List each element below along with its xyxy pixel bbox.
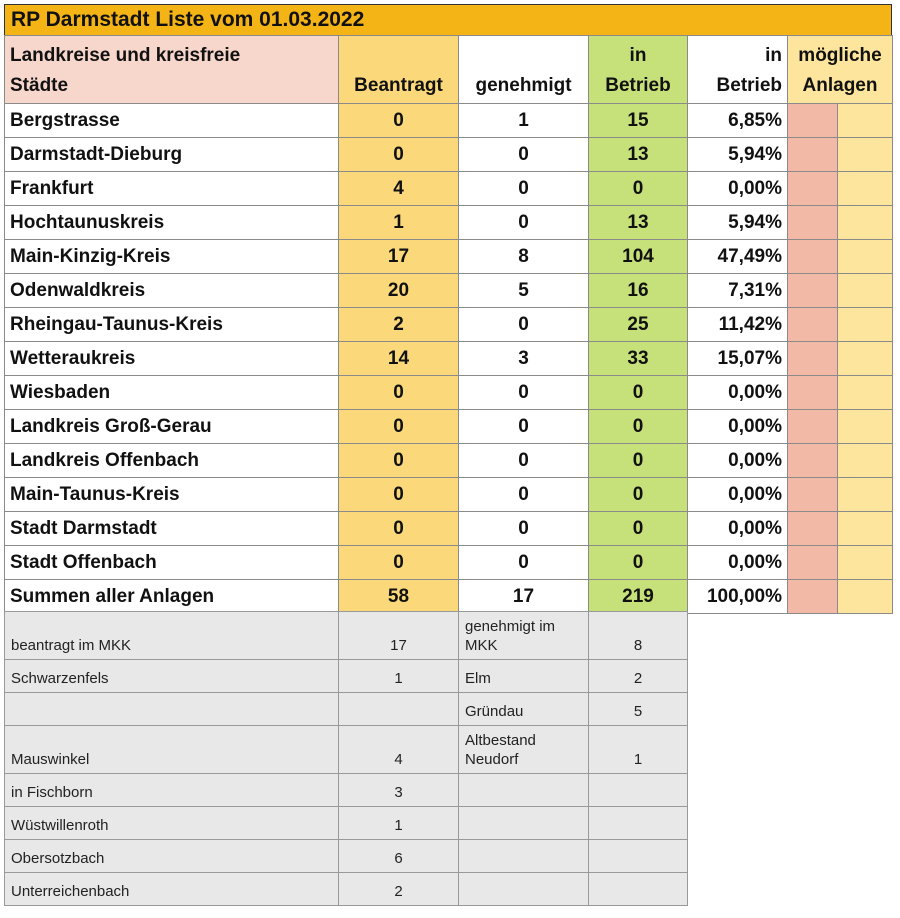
row-pct: 0,00% xyxy=(688,546,788,580)
row-beantragt: 0 xyxy=(339,444,459,478)
table-row xyxy=(5,410,893,444)
table-row xyxy=(5,478,893,512)
mkk-label-right-line: genehmigt im xyxy=(465,618,556,635)
row-pct: 5,94% xyxy=(688,138,788,172)
row-moegliche-a xyxy=(788,308,838,342)
row-genehmigt: 0 xyxy=(459,546,589,580)
row-beantragt: 0 xyxy=(339,138,459,172)
row-in-betrieb: 104 xyxy=(589,240,688,274)
row-moegliche-a xyxy=(788,240,838,274)
mkk-label-right-line: Neudorf xyxy=(465,751,519,768)
summary-genehmigt: 17 xyxy=(459,580,589,614)
header-name xyxy=(5,36,339,104)
mkk-label-right-line: MKK xyxy=(465,637,498,654)
summary-moegliche-a xyxy=(788,580,838,614)
row-beantragt: 20 xyxy=(339,274,459,308)
table-row xyxy=(5,138,893,172)
row-moegliche-a xyxy=(788,546,838,580)
row-name: Landkreis Groß-Gerau xyxy=(5,410,339,444)
row-beantragt: 0 xyxy=(339,478,459,512)
row-in-betrieb: 15 xyxy=(589,104,688,138)
mkk-label-left-line: beantragt im MKK xyxy=(11,637,132,654)
sheet-title: RP Darmstadt Liste vom 01.03.2022 xyxy=(4,4,892,36)
table-row xyxy=(5,444,893,478)
row-moegliche-b xyxy=(838,172,893,206)
row-genehmigt: 0 xyxy=(459,172,589,206)
mkk-label-left xyxy=(5,840,339,873)
row-genehmigt: 3 xyxy=(459,342,589,376)
header-beantragt: Beantragt xyxy=(339,36,459,104)
row-moegliche-b xyxy=(838,104,893,138)
mkk-value-left: 3 xyxy=(339,774,459,807)
row-beantragt: 4 xyxy=(339,172,459,206)
row-name: Wiesbaden xyxy=(5,376,339,410)
row-moegliche-b xyxy=(838,138,893,172)
mkk-value-left: 6 xyxy=(339,840,459,873)
summary-in-betrieb: 219 xyxy=(589,580,688,614)
mkk-label-right xyxy=(459,774,589,807)
row-name: Wetteraukreis xyxy=(5,342,339,376)
table-row xyxy=(5,342,893,376)
row-in-betrieb: 0 xyxy=(589,512,688,546)
row-genehmigt: 0 xyxy=(459,308,589,342)
mkk-label-right xyxy=(459,693,589,726)
row-genehmigt: 0 xyxy=(459,376,589,410)
row-moegliche-a xyxy=(788,172,838,206)
mkk-label-left-line: Obersotzbach xyxy=(11,850,105,867)
row-genehmigt: 0 xyxy=(459,138,589,172)
row-pct: 6,85% xyxy=(688,104,788,138)
table-row xyxy=(5,240,893,274)
row-name: Main-Kinzig-Kreis xyxy=(5,240,339,274)
row-moegliche-a xyxy=(788,274,838,308)
mkk-value-right: 5 xyxy=(589,693,688,726)
summary-row xyxy=(5,580,893,614)
row-beantragt: 2 xyxy=(339,308,459,342)
mkk-label-left-line: Mauswinkel xyxy=(11,751,90,768)
header-name-line1: Landkreise und kreisfreie xyxy=(10,45,241,66)
table-row xyxy=(5,308,893,342)
table-row xyxy=(5,104,893,138)
row-in-betrieb: 0 xyxy=(589,444,688,478)
row-in-betrieb: 0 xyxy=(589,478,688,512)
row-pct: 0,00% xyxy=(688,172,788,206)
mkk-label-right xyxy=(459,612,589,660)
row-genehmigt: 1 xyxy=(459,104,589,138)
header-in-betrieb xyxy=(589,36,688,104)
row-beantragt: 17 xyxy=(339,240,459,274)
row-pct: 0,00% xyxy=(688,478,788,512)
mkk-row xyxy=(5,840,688,873)
mkk-label-left-line: Schwarzenfels xyxy=(11,670,109,687)
row-moegliche-b xyxy=(838,206,893,240)
mkk-label-left xyxy=(5,612,339,660)
row-moegliche-a xyxy=(788,342,838,376)
row-genehmigt: 0 xyxy=(459,410,589,444)
mkk-label-left xyxy=(5,660,339,693)
mkk-value-left: 2 xyxy=(339,873,459,906)
row-name: Darmstadt-Dieburg xyxy=(5,138,339,172)
header-in-betrieb-pct xyxy=(688,36,788,104)
row-beantragt: 0 xyxy=(339,410,459,444)
row-in-betrieb: 0 xyxy=(589,376,688,410)
row-moegliche-b xyxy=(838,444,893,478)
mkk-label-left xyxy=(5,726,339,774)
mkk-value-left xyxy=(339,693,459,726)
row-beantragt: 1 xyxy=(339,206,459,240)
row-moegliche-b xyxy=(838,478,893,512)
row-moegliche-a xyxy=(788,410,838,444)
table-row xyxy=(5,376,893,410)
table-row xyxy=(5,172,893,206)
header-pct-line2: Betrieb xyxy=(716,75,782,96)
table-row xyxy=(5,274,893,308)
row-beantragt: 0 xyxy=(339,104,459,138)
mkk-row xyxy=(5,660,688,693)
mkk-label-left xyxy=(5,807,339,840)
row-name: Main-Taunus-Kreis xyxy=(5,478,339,512)
row-genehmigt: 0 xyxy=(459,444,589,478)
row-name: Rheingau-Taunus-Kreis xyxy=(5,308,339,342)
mkk-row xyxy=(5,726,688,774)
row-in-betrieb: 16 xyxy=(589,274,688,308)
row-beantragt: 0 xyxy=(339,376,459,410)
mkk-row xyxy=(5,807,688,840)
mkk-row xyxy=(5,693,688,726)
row-moegliche-b xyxy=(838,512,893,546)
mkk-row xyxy=(5,873,688,906)
row-moegliche-b xyxy=(838,342,893,376)
mkk-value-left: 1 xyxy=(339,807,459,840)
summary-moegliche-b xyxy=(838,580,893,614)
row-pct: 11,42% xyxy=(688,308,788,342)
mkk-label-right xyxy=(459,873,589,906)
row-moegliche-a xyxy=(788,104,838,138)
row-moegliche-b xyxy=(838,274,893,308)
row-name: Stadt Darmstadt xyxy=(5,512,339,546)
row-moegliche-a xyxy=(788,478,838,512)
table-row xyxy=(5,206,893,240)
mkk-value-left: 4 xyxy=(339,726,459,774)
mkk-value-right xyxy=(589,873,688,906)
mkk-label-right xyxy=(459,660,589,693)
row-name: Landkreis Offenbach xyxy=(5,444,339,478)
mkk-value-right: 2 xyxy=(589,660,688,693)
row-beantragt: 0 xyxy=(339,512,459,546)
row-genehmigt: 5 xyxy=(459,274,589,308)
mkk-label-left-line: Unterreichenbach xyxy=(11,883,130,900)
row-genehmigt: 0 xyxy=(459,478,589,512)
row-name: Stadt Offenbach xyxy=(5,546,339,580)
mkk-value-right: 1 xyxy=(589,726,688,774)
row-beantragt: 14 xyxy=(339,342,459,376)
row-pct: 5,94% xyxy=(688,206,788,240)
row-pct: 0,00% xyxy=(688,444,788,478)
mkk-table xyxy=(4,611,688,906)
table-row xyxy=(5,546,893,580)
row-moegliche-b xyxy=(838,240,893,274)
mkk-value-left: 17 xyxy=(339,612,459,660)
mkk-value-right xyxy=(589,774,688,807)
mkk-row xyxy=(5,774,688,807)
row-in-betrieb: 0 xyxy=(589,172,688,206)
row-pct: 7,31% xyxy=(688,274,788,308)
header-moegliche xyxy=(788,36,893,104)
mkk-label-right xyxy=(459,807,589,840)
summary-name: Summen aller Anlagen xyxy=(5,580,339,614)
row-moegliche-b xyxy=(838,410,893,444)
mkk-label-right-line: Gründau xyxy=(465,703,524,720)
mkk-row xyxy=(5,612,688,660)
header-in-betrieb-line1: in xyxy=(629,45,647,66)
summary-pct: 100,00% xyxy=(688,580,788,614)
mkk-value-left: 1 xyxy=(339,660,459,693)
mkk-label-left-line: Wüstwillenroth xyxy=(11,817,109,834)
mkk-label-right xyxy=(459,840,589,873)
mkk-label-left xyxy=(5,873,339,906)
row-moegliche-a xyxy=(788,376,838,410)
row-moegliche-a xyxy=(788,512,838,546)
header-in-betrieb-line2: Betrieb xyxy=(605,75,671,96)
mkk-label-left xyxy=(5,774,339,807)
mkk-label-right-line: Elm xyxy=(465,670,491,687)
mkk-label-left-line: in Fischborn xyxy=(11,784,93,801)
header-moegliche-line2: Anlagen xyxy=(802,75,878,96)
header-row xyxy=(5,36,893,104)
row-moegliche-a xyxy=(788,138,838,172)
row-name: Frankfurt xyxy=(5,172,339,206)
row-in-betrieb: 13 xyxy=(589,138,688,172)
row-genehmigt: 0 xyxy=(459,206,589,240)
header-name-line2: Städte xyxy=(10,75,69,96)
row-in-betrieb: 13 xyxy=(589,206,688,240)
mkk-value-right xyxy=(589,840,688,873)
main-table xyxy=(4,35,893,614)
row-pct: 0,00% xyxy=(688,376,788,410)
table-row xyxy=(5,512,893,546)
header-genehmigt: genehmigt xyxy=(459,36,589,104)
row-pct: 0,00% xyxy=(688,512,788,546)
row-moegliche-b xyxy=(838,546,893,580)
row-pct: 15,07% xyxy=(688,342,788,376)
mkk-value-right: 8 xyxy=(589,612,688,660)
header-moegliche-line1: mögliche xyxy=(798,45,882,66)
row-moegliche-a xyxy=(788,206,838,240)
row-name: Bergstrasse xyxy=(5,104,339,138)
row-moegliche-a xyxy=(788,444,838,478)
row-name: Odenwaldkreis xyxy=(5,274,339,308)
row-in-betrieb: 25 xyxy=(589,308,688,342)
row-pct: 47,49% xyxy=(688,240,788,274)
row-moegliche-b xyxy=(838,308,893,342)
row-pct: 0,00% xyxy=(688,410,788,444)
row-in-betrieb: 0 xyxy=(589,410,688,444)
row-name: Hochtaunuskreis xyxy=(5,206,339,240)
mkk-label-left xyxy=(5,693,339,726)
header-pct-line1: in xyxy=(765,45,782,66)
row-genehmigt: 8 xyxy=(459,240,589,274)
row-moegliche-b xyxy=(838,376,893,410)
mkk-label-right xyxy=(459,726,589,774)
row-in-betrieb: 33 xyxy=(589,342,688,376)
row-in-betrieb: 0 xyxy=(589,546,688,580)
summary-beantragt: 58 xyxy=(339,580,459,614)
row-genehmigt: 0 xyxy=(459,512,589,546)
mkk-value-right xyxy=(589,807,688,840)
row-beantragt: 0 xyxy=(339,546,459,580)
mkk-label-right-line: Altbestand xyxy=(465,732,536,749)
